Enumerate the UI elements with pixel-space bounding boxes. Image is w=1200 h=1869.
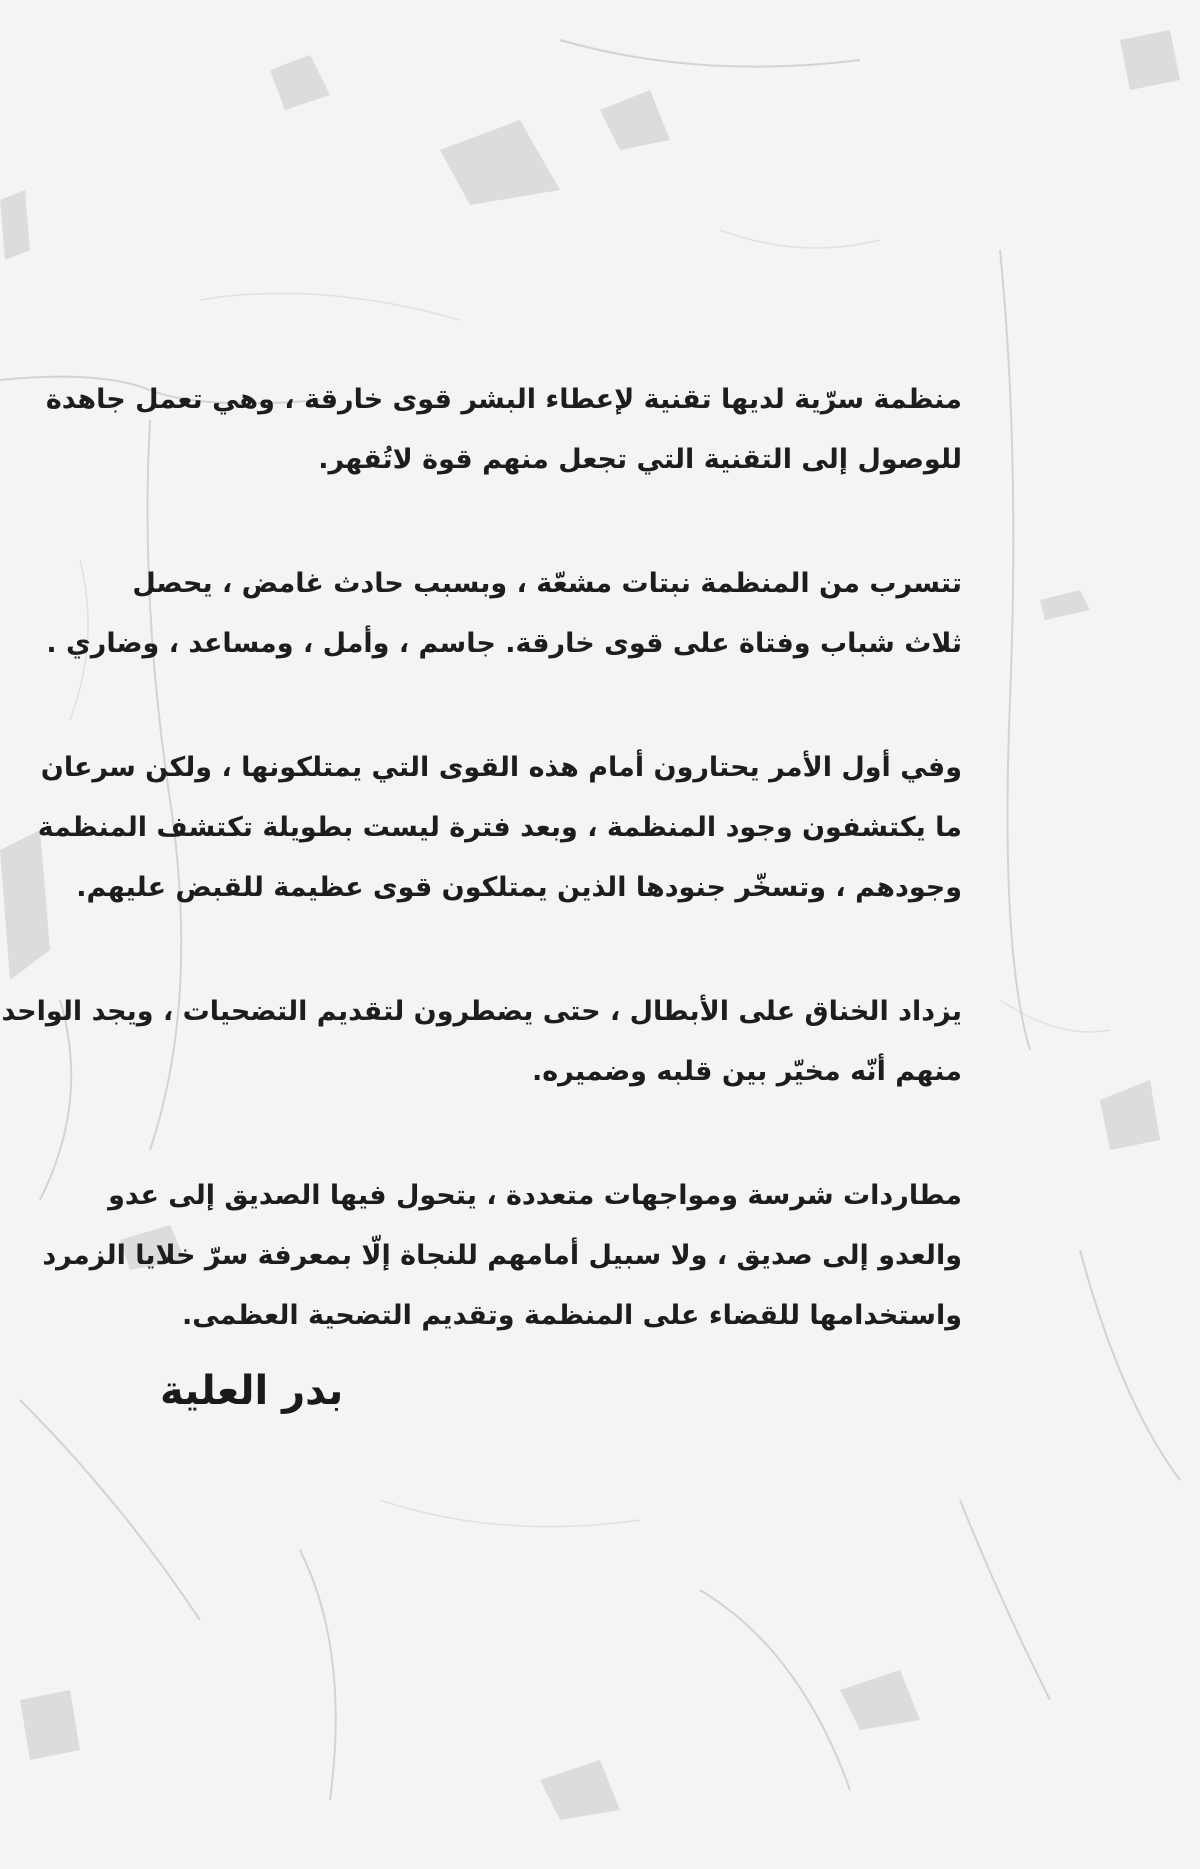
text-line: مطاردات شرسة ومواجهات متعددة ، يتحول فيها الصديق إلى عدو xyxy=(108,1180,962,1211)
text-line: منظمة سرّية لديها تقنية لإعطاء البشر قوى خارقة ، وهي تعمل جاهدة xyxy=(45,384,962,415)
text-line: منهم أنّه مخيّر بين قلبه وضميره. xyxy=(531,1056,962,1087)
text-line: ما يكتشفون وجود المنظمة ، وبعد فترة ليست بطويلة تكتشف المنظمة xyxy=(37,812,962,843)
text-line: تتسرب من المنظمة نبتات مشعّة ، وبسبب حادث غامض ، يحصل xyxy=(132,568,962,599)
synopsis-text xyxy=(1,370,962,1410)
text-line: وجودهم ، وتسخّر جنودها الذين يمتلكون قوى عظيمة للقبض عليهم. xyxy=(76,872,962,903)
paragraph-5 xyxy=(42,1166,962,1346)
text-line: واستخدامها للقضاء على المنظمة وتقديم التضحية العظمى. xyxy=(182,1300,962,1331)
paragraph-4 xyxy=(1,982,962,1102)
text-line: يزداد الخناق على الأبطال ، حتى يضطرون لتقديم التضحيات ، ويجد الواحد xyxy=(1,996,962,1027)
paragraph-3 xyxy=(37,738,962,918)
text-line: ثلاث شباب وفتاة على قوى خارقة. جاسم ، وأمل ، ومساعد ، وضاري . xyxy=(46,628,962,659)
text-line: للوصول إلى التقنية التي تجعل منهم قوة لاتُقهر. xyxy=(318,444,962,475)
text-line: وفي أول الأمر يحتارون أمام هذه القوى التي يمتلكونها ، ولكن سرعان xyxy=(40,752,962,783)
author-signature: بدر العلية xyxy=(160,1368,344,1414)
text-line: والعدو إلى صديق ، ولا سبيل أمامهم للنجاة إلّا بمعرفة سرّ خلايا الزمرد xyxy=(42,1240,962,1271)
paragraph-1 xyxy=(45,370,962,490)
paragraph-2 xyxy=(46,554,962,674)
